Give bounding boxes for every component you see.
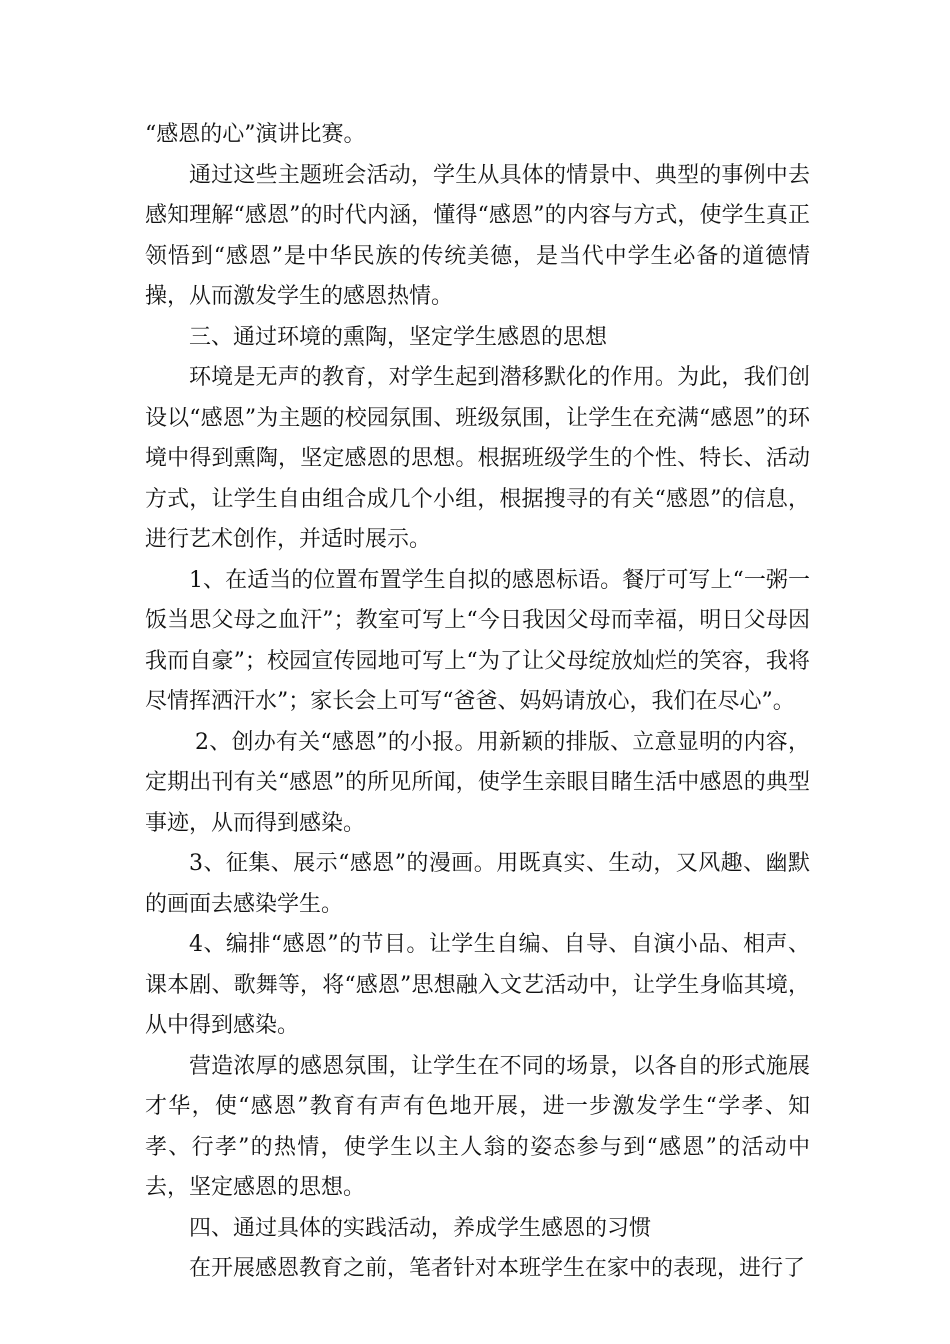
paragraph-atmosphere: 营造浓厚的感恩氛围，让学生在不同的场景，以各自的形式施展才华，使“感恩”教育有声有色地开展，进一步激发学生“学孝、知孝、行孝”的热情，使学生以主人翁的姿态参与到“感恩”的活动中去，坚定感恩的思想。 bbox=[145, 1053, 810, 1200]
document-body bbox=[145, 115, 810, 1290]
list-item-newspaper: 2、创办有关“感恩”的小报。用新颖的排版、立意显明的内容，定期出刊有关“感恩”的所见所闻，使学生亲眼目睹生活中感恩的典型事迹，从而得到感染。 bbox=[145, 729, 810, 836]
paragraph-environment-education: 环境是无声的教育，对学生起到潜移默化的作用。为此，我们创设以“感恩”为主题的校园氛围、班级氛围，让学生在充满“感恩”的环境中得到熏陶，坚定感恩的思想。根据班级学生的个性、特长、活动方式，让学生自由组合成几个小组，根据搜寻的有关“感恩”的信息，进行艺术创作，并适时展示。 bbox=[145, 365, 810, 552]
section-heading-practice: 四、通过具体的实践活动，养成学生感恩的习惯 bbox=[189, 1215, 652, 1241]
paragraph-practice-intro: 在开展感恩教育之前，笔者针对本班学生在家中的表现，进行了 bbox=[189, 1256, 806, 1281]
list-item-comics: 3、征集、展示“感恩”的漫画。用既真实、生动，又风趣、幽默的画面去感染学生。 bbox=[145, 851, 810, 917]
list-item-slogans: 1、在适当的位置布置学生自拟的感恩标语。餐厅可写上“一粥一饭当思父母之血汗”；教室可写上“今日我因父母而幸福，明日父母因我而自豪”；校园宣传园地可写上“为了让父母绽放灿烂的笑容，我将尽情挥洒汗水”；家长会上可写“爸爸、妈妈请放心，我们在尽心”。 bbox=[145, 567, 810, 714]
section-heading-environment: 三、通过环境的熏陶，坚定学生感恩的思想 bbox=[189, 324, 608, 350]
list-item-performances: 4、编排“感恩”的节目。让学生自编、自导、自演小品、相声、课本剧、歌舞等，将“感恩”思想融入文艺活动中，让学生身临其境，从中得到感染。 bbox=[145, 932, 810, 1038]
paragraph-speech-contest: “感恩的心”演讲比赛。 bbox=[145, 122, 366, 147]
paragraph-class-meetings: 通过这些主题班会活动，学生从具体的情景中、典型的事例中去感知理解“感恩”的时代内涵，懂得“感恩”的内容与方式，使学生真正领悟到“感恩”是中华民族的传统美德，是当代中学生必备的道德情操，从而激发学生的感恩热情。 bbox=[145, 162, 810, 309]
